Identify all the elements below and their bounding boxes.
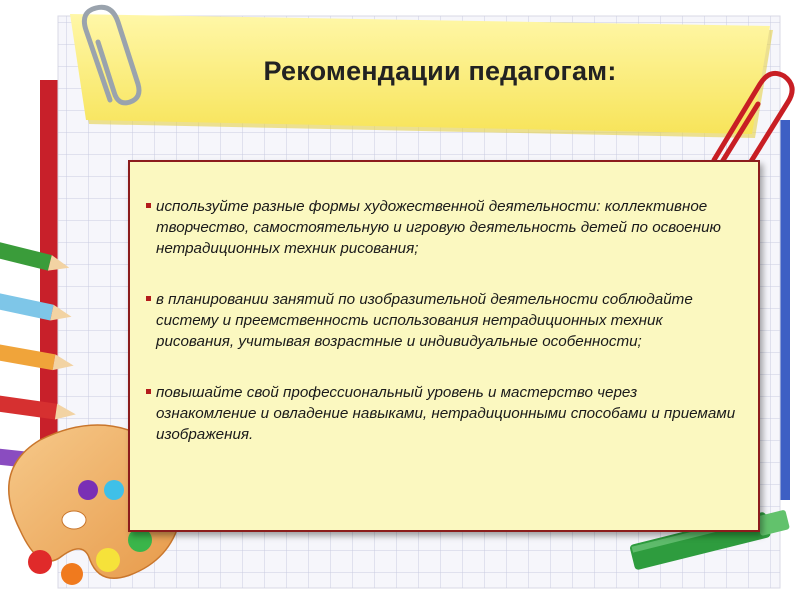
bullet-icon	[146, 296, 151, 301]
recommendation-item	[146, 196, 738, 259]
recommendations-card	[128, 160, 760, 532]
bullet-icon	[146, 389, 151, 394]
recommendation-item	[146, 289, 738, 352]
recommendation-text: повышайте свой профессиональный уровень и мастерство через ознакомление и овладение навыками, нетрадиционными способами и приемами изображения.	[156, 384, 736, 443]
recommendation-text: используйте разные формы художественной деятельности: коллективное творчество, самостоятельную и игровую деятельность детей по освоению нетрадиционных техник рисования;	[156, 198, 721, 257]
recommendation-item	[146, 382, 738, 445]
bullet-icon	[146, 203, 151, 208]
recommendation-text: в планировании занятий по изобразительной деятельности соблюдайте систему и преемственность использования нетрадиционных техник рисования, учитывая возрастные и индивидуальные особенности;	[156, 291, 693, 350]
page-title: Рекомендации педагогам:	[263, 56, 617, 86]
